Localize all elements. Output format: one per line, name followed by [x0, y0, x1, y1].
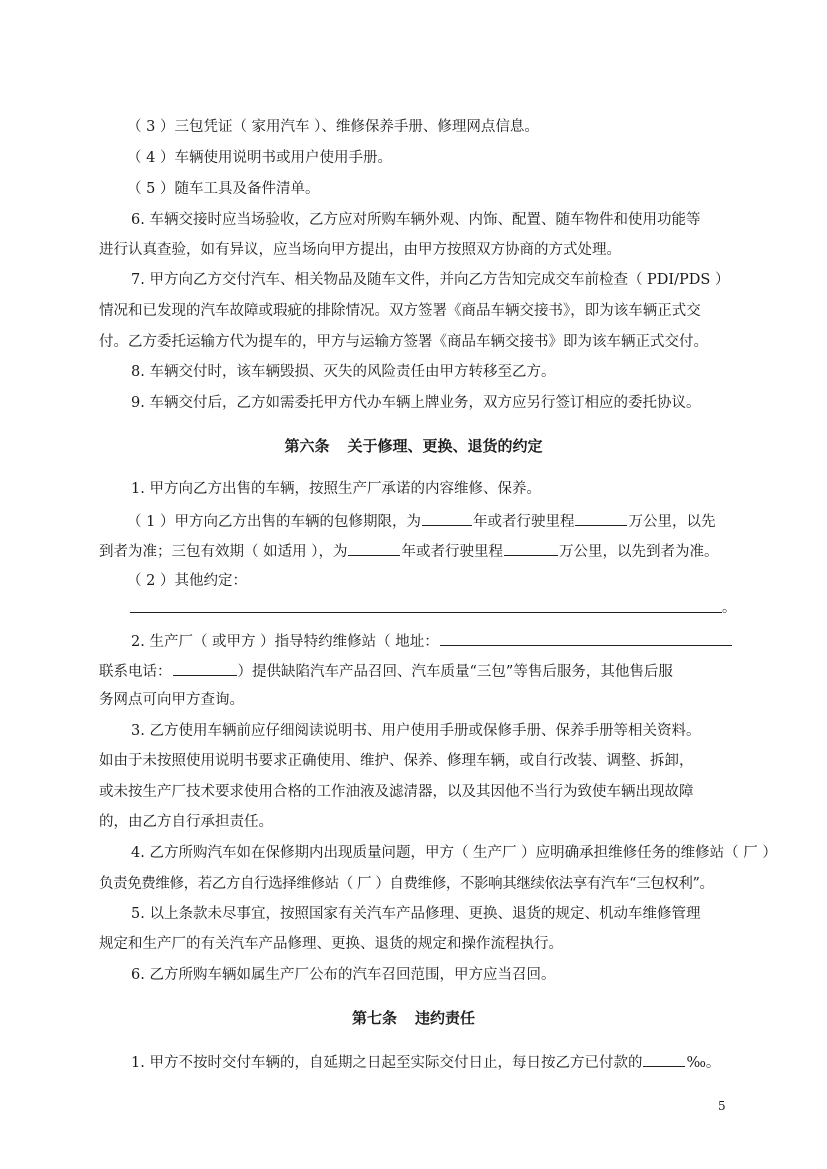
text-line: 规定和生产厂的有关汽车产品修理、更换、退货的规定和操作流程执行。	[99, 936, 563, 952]
text-line	[127, 510, 715, 532]
article-heading	[0, 436, 827, 456]
text-line: 6. 车辆交接时应当场验收，乙方应对所购车辆外观、内饰、配置、随车物件和使用功能等	[131, 212, 701, 228]
text-line: 付。乙方委托运输方代为提车的，甲方与运输方签署《商品车辆交接书》即为该车辆正式交付。	[99, 334, 708, 350]
blank-field	[575, 510, 627, 526]
text-line: 8. 车辆交付时，该车辆毁损、灭失的风险责任由甲方转移至乙方。	[131, 364, 556, 380]
text-line: 9. 车辆交付后，乙方如需委托甲方代办车辆上牌业务，双方应另行签订相应的委托协议。	[131, 395, 701, 411]
text-line	[131, 630, 733, 652]
text-segment: 。	[722, 600, 736, 616]
text-line: 3. 乙方使用车辆前应仔细阅读说明书、用户使用手册或保修手册、保养手册等相关资料。	[131, 723, 701, 739]
blank-field	[422, 510, 472, 526]
text-line: 进行认真查验，如有异议，应当场向甲方提出，由甲方按照双方协商的方式处理。	[99, 242, 621, 258]
text-line: 如由于未按照使用说明书要求正确使用、维护、保养、修理车辆，或自行改装、调整、拆卸，	[99, 753, 694, 769]
article-title: 违约责任	[415, 1009, 476, 1027]
text-line: （ 4 ）车辆使用说明书或用户使用手册。	[127, 150, 392, 166]
text-segment: 年或者行驶里程	[472, 514, 575, 530]
text-line: 4. 乙方所购汽车如在保修期内出现质量问题，甲方（ 生产厂 ）应明确承担维修任务的维修站（ 厂 ）	[131, 845, 777, 861]
blank-field	[173, 660, 237, 676]
text-segment: ）提供缺陷汽车产品召回、汽车质量“三包”等售后服务，其他售后服	[237, 664, 673, 680]
blank-field-line	[130, 612, 722, 613]
text-segment: 万公里，以先	[628, 514, 716, 530]
text-line	[131, 1051, 720, 1073]
text-line: （ 2 ）其他约定：	[127, 573, 247, 589]
text-line	[99, 660, 673, 682]
text-line: 5. 以上条款未尽事宜，按照国家有关汽车产品修理、更换、退货的规定、机动车维修管理	[131, 906, 701, 922]
article-number: 第六条	[284, 437, 330, 455]
article-title: 关于修理、更换、退货的约定	[347, 437, 543, 455]
text-line: 的，由乙方自行承担责任。	[99, 814, 273, 830]
text-line: （ 3 ）三包凭证（ 家用汽车 ）、维修保养手册、修理网点信息。	[127, 119, 539, 135]
text-line: 情况和已发现的汽车故障或瑕疵的排除情况。双方签署《商品车辆交接书》，即为该车辆正式交	[99, 303, 701, 319]
text-line: 或未按生产厂技术要求使用合格的工作油液及滤清器，以及其因他不当行为致使车辆出现故障	[99, 784, 694, 800]
text-segment: ‰。	[686, 1055, 721, 1071]
text-line: 6. 乙方所购车辆如属生产厂公布的汽车召回范围，甲方应当召回。	[131, 967, 556, 983]
text-segment: 2. 生产厂（ 或甲方 ）指导特约维修站（ 地址：	[131, 634, 439, 650]
text-segment: 联系电话：	[99, 664, 172, 680]
text-segment: 1. 甲方不按时交付车辆的，自延期之日起至实际交付日止，每日按乙方已付款的	[131, 1055, 643, 1071]
page-number: 5	[718, 1099, 726, 1113]
text-line: 负责免费维修，若乙方自行选择维修站（ 厂 ）自费维修，不影响其继续依法享有汽车“三包权利”。	[99, 876, 714, 892]
text-line	[99, 540, 718, 562]
text-line: 7. 甲方向乙方交付汽车、相关物品及随车文件，并向乙方告知完成交车前检查（ PDI/PDS ）	[131, 272, 730, 288]
blank-field	[440, 630, 732, 646]
text-segment: 年或者行驶里程	[401, 544, 503, 560]
text-segment: 万公里，以先到者为准。	[558, 544, 719, 560]
blank-field	[504, 540, 558, 556]
text-line: （ 5 ）随车工具及备件清单。	[127, 181, 320, 197]
text-segment: （ 1 ）甲方向乙方出售的车辆的包修期限，为	[127, 514, 421, 530]
article-number: 第七条	[351, 1009, 397, 1027]
blank-field	[643, 1051, 685, 1067]
text-line: 务网点可向甲方查询。	[99, 692, 244, 708]
blank-field	[348, 540, 400, 556]
article-heading	[0, 1008, 827, 1028]
text-line: 1. 甲方向乙方出售的车辆，按照生产厂承诺的内容维修、保养。	[131, 481, 541, 497]
text-segment: 到者为准；三包有效期（ 如适用 ），为	[99, 544, 348, 560]
